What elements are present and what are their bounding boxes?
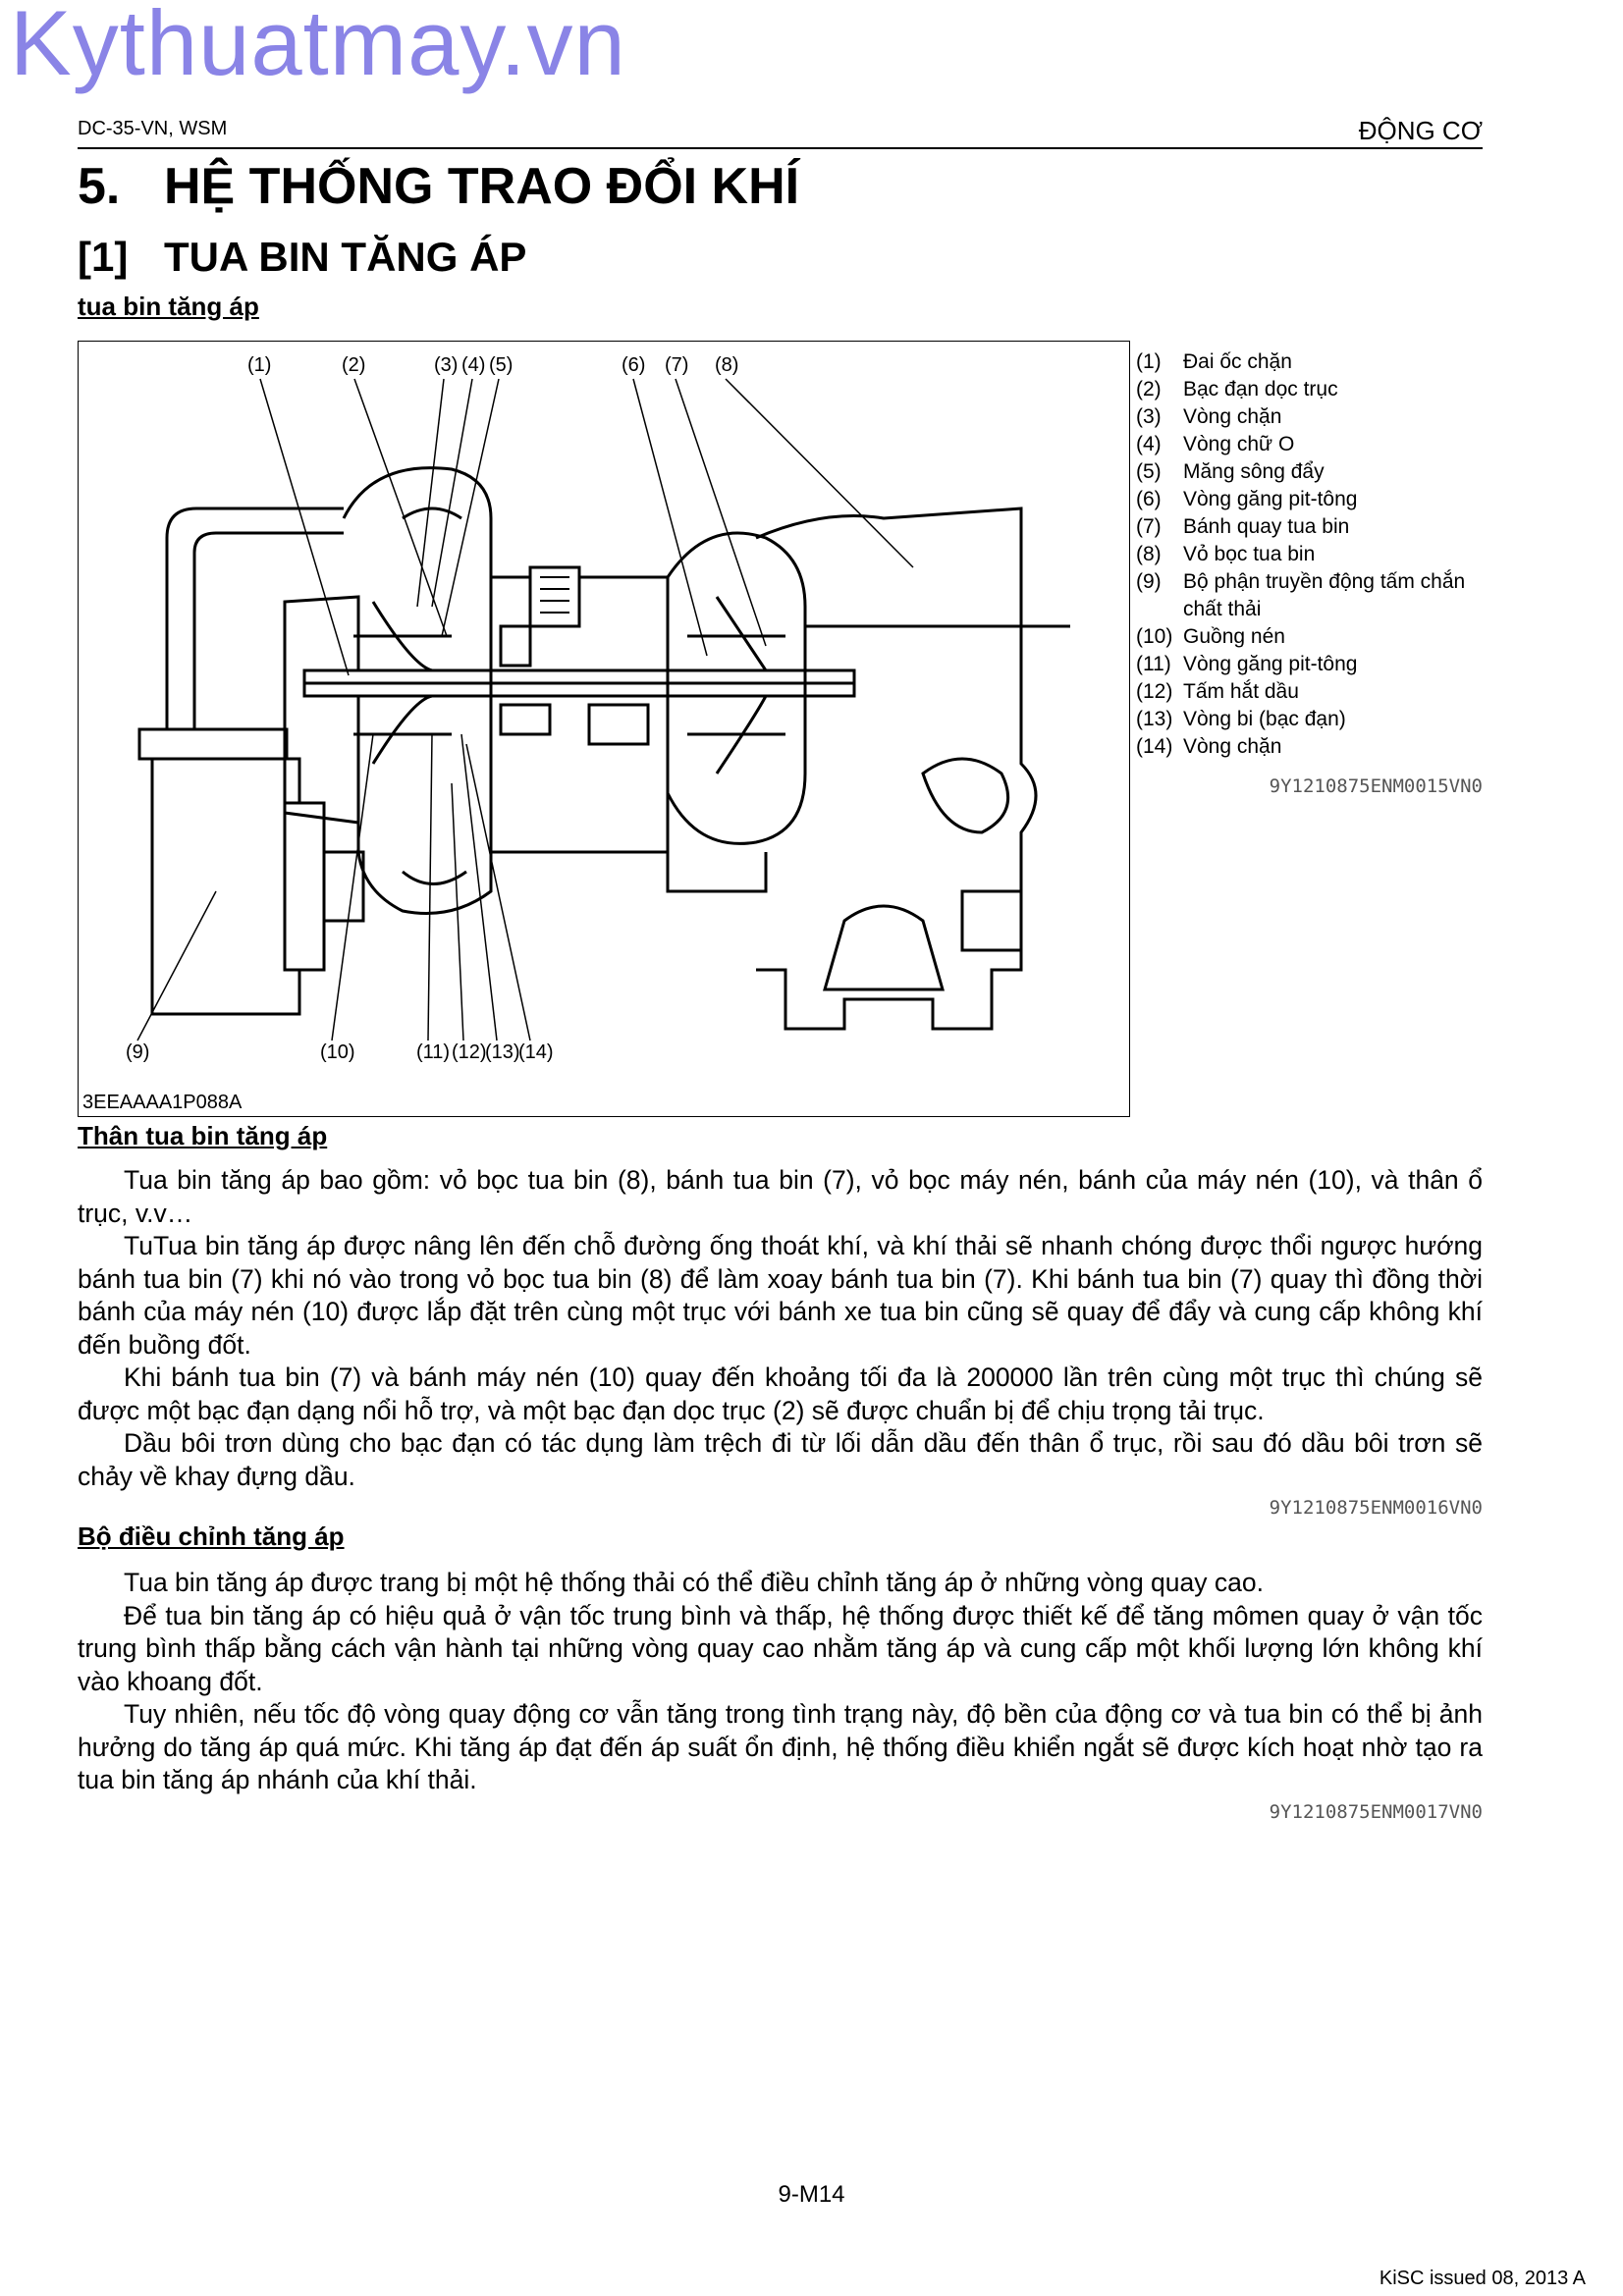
- legend-label: Vỏ bọc tua bin: [1183, 543, 1316, 565]
- legend-label: Vòng chặn: [1183, 735, 1282, 758]
- legend-label: Vòng găng pit-tông: [1183, 488, 1358, 510]
- turbo-body-subheading: Thân tua bin tăng áp: [78, 1121, 328, 1150]
- legend-item: [1136, 568, 1489, 623]
- figure-code: 3EEAAAA1P088A: [82, 1092, 243, 1113]
- callout-12: (12): [452, 1041, 487, 1063]
- turbo-body-text: [78, 1164, 1483, 1493]
- legend-number: (10): [1136, 625, 1173, 648]
- paragraph: Tuy nhiên, nếu tốc độ vòng quay động cơ vẫn tăng trong tình trạng này, độ bền của động cơ và tua bin có thể bị ảnh hưởng do tăng áp quá mức. Khi tăng áp đạt đến áp suất ổn định, hệ thống điều khiển ngắt sẽ được kích hoạt nhờ tạo ra tua bin tăng áp nhánh của khí thải.: [78, 1699, 1483, 1794]
- turbocharger-figure: [78, 341, 1130, 1117]
- callout-3: (3): [434, 354, 459, 376]
- legend-label: Vòng chặn: [1183, 405, 1282, 428]
- legend-item: [1136, 458, 1489, 486]
- legend-item: [1136, 431, 1489, 458]
- legend-label: Vòng bi (bạc đạn): [1183, 708, 1346, 730]
- legend-number: (4): [1136, 433, 1162, 455]
- header-manual-code: DC-35-VN, WSM: [78, 118, 228, 139]
- chapter-title-text: HỆ THỐNG TRAO ĐỔI KHÍ: [164, 158, 800, 215]
- paragraph: Tua bin tăng áp được trang bị một hệ thống thải có thể điều chỉnh tăng áp ở những vòng quay cao.: [124, 1568, 1264, 1597]
- legend-number: (13): [1136, 708, 1173, 730]
- section-title: [78, 234, 526, 281]
- doc-code-2: 9Y1210875ENM0016VN0: [1269, 1497, 1483, 1519]
- legend-label: Măng sông đẩy: [1183, 460, 1325, 483]
- section-title-text: TUA BIN TĂNG ÁP: [164, 234, 527, 280]
- callout-8: (8): [715, 354, 739, 376]
- callout-4: (4): [461, 354, 486, 376]
- parts-legend: [1136, 348, 1489, 761]
- chapter-number: 5.: [78, 158, 121, 215]
- legend-number: (11): [1136, 653, 1171, 675]
- callout-11: (11): [416, 1041, 451, 1063]
- legend-item: [1136, 513, 1489, 541]
- legend-label: Tấm hắt dầu: [1183, 680, 1299, 703]
- legend-label: Vòng găng pit-tông: [1183, 653, 1358, 675]
- legend-label: Guồng nén: [1183, 625, 1285, 648]
- legend-label: Bạc đạn dọc trục: [1183, 378, 1338, 400]
- legend-number: (14): [1136, 735, 1173, 758]
- legend-item: [1136, 403, 1489, 431]
- legend-item: [1136, 348, 1489, 376]
- legend-number: (5): [1136, 460, 1162, 483]
- legend-number: (3): [1136, 405, 1162, 428]
- doc-code-3: 9Y1210875ENM0017VN0: [1269, 1801, 1483, 1823]
- paragraph: Để tua bin tăng áp có hiệu quả ở vận tốc trung bình và thấp, hệ thống được thiết kế để tăng mômen quay ở vận tốc trung bình thấp bằng cách vận hành tại những vòng quay cao nhằm tăng áp và cung cấp một khối lượng lớn không khí vào khoang đốt.: [78, 1600, 1483, 1696]
- legend-number: (8): [1136, 543, 1162, 565]
- header-rule: [78, 147, 1483, 149]
- legend-item: [1136, 376, 1489, 403]
- issue-info: KiSC issued 08, 2013 A: [1379, 2268, 1586, 2289]
- legend-item: [1136, 733, 1489, 761]
- boost-control-subheading: Bộ điều chỉnh tăng áp: [78, 1522, 345, 1551]
- paragraph: TuTua bin tăng áp được nâng lên đến chỗ đường ống thoát khí, và khí thải sẽ nhanh chóng được thổi ngược hướng bánh tua bin (7) khi nó vào trong vỏ bọc tua bin (8) để làm xoay bánh tua bin (7). Khi bánh tua bin (7) quay thì đồng thời bánh của máy nén (10) được lắp đặt trên cùng một trục với bánh xe tua bin cũng sẽ quay để đẩy và cung cấp không khí đến buồng đốt.: [78, 1231, 1483, 1360]
- paragraph: Tua bin tăng áp bao gồm: vỏ bọc tua bin (8), bánh tua bin (7), vỏ bọc máy nén, bánh của máy nén (10), và thân ổ trục, v.v…: [78, 1165, 1483, 1228]
- legend-number: (9): [1136, 570, 1162, 593]
- legend-item: [1136, 623, 1489, 651]
- callout-9: (9): [126, 1041, 150, 1063]
- paragraph: Dầu bôi trơn dùng cho bạc đạn có tác dụng làm trệch đi từ lối dẫn dầu đến thân ổ trục, rồi sau đó dầu bôi trơn sẽ chảy về khay đựng dầu.: [78, 1428, 1483, 1491]
- legend-item: [1136, 486, 1489, 513]
- header-chapter: ĐỘNG CƠ: [1358, 116, 1483, 145]
- section-number: [1]: [78, 234, 129, 280]
- callout-13: (13): [485, 1041, 520, 1063]
- legend-number: (6): [1136, 488, 1162, 510]
- figure-subheading: tua bin tăng áp: [78, 292, 259, 321]
- legend-number: (7): [1136, 515, 1162, 538]
- page-number: 9-M14: [778, 2181, 845, 2208]
- callout-5: (5): [489, 354, 514, 376]
- boost-control-text: [78, 1567, 1483, 1797]
- paragraph: Khi bánh tua bin (7) và bánh máy nén (10) quay đến khoảng tối đa là 200000 lần trên cùng một trục thì chúng sẽ được một bạc đạn dạng nổi hỗ trợ, và một bạc đạn dọc trục (2) sẽ được chuẩn bị để chịu trọng tải trục.: [78, 1362, 1483, 1425]
- callout-2: (2): [342, 354, 366, 376]
- callout-14: (14): [518, 1041, 554, 1063]
- callout-6: (6): [622, 354, 646, 376]
- legend-label: Bánh quay tua bin: [1183, 515, 1350, 538]
- watermark: Kythuatmay.vn: [10, 0, 626, 94]
- legend-number: (1): [1136, 350, 1162, 373]
- turbocharger-cross-section: [79, 342, 1128, 1088]
- legend-item: [1136, 678, 1489, 706]
- callout-7: (7): [665, 354, 689, 376]
- callout-10: (10): [320, 1041, 355, 1063]
- legend-number: (2): [1136, 378, 1162, 400]
- legend-label: Vòng chữ O: [1183, 433, 1295, 455]
- legend-item: [1136, 651, 1489, 678]
- legend-label: Bộ phận truyền động tấm chắn chất thải: [1183, 570, 1466, 620]
- legend-number: (12): [1136, 680, 1173, 703]
- callout-1: (1): [247, 354, 272, 376]
- legend-item: [1136, 706, 1489, 733]
- doc-code-1: 9Y1210875ENM0015VN0: [1269, 775, 1483, 797]
- chapter-title: [78, 157, 799, 216]
- legend-item: [1136, 541, 1489, 568]
- legend-label: Đai ốc chặn: [1183, 350, 1292, 373]
